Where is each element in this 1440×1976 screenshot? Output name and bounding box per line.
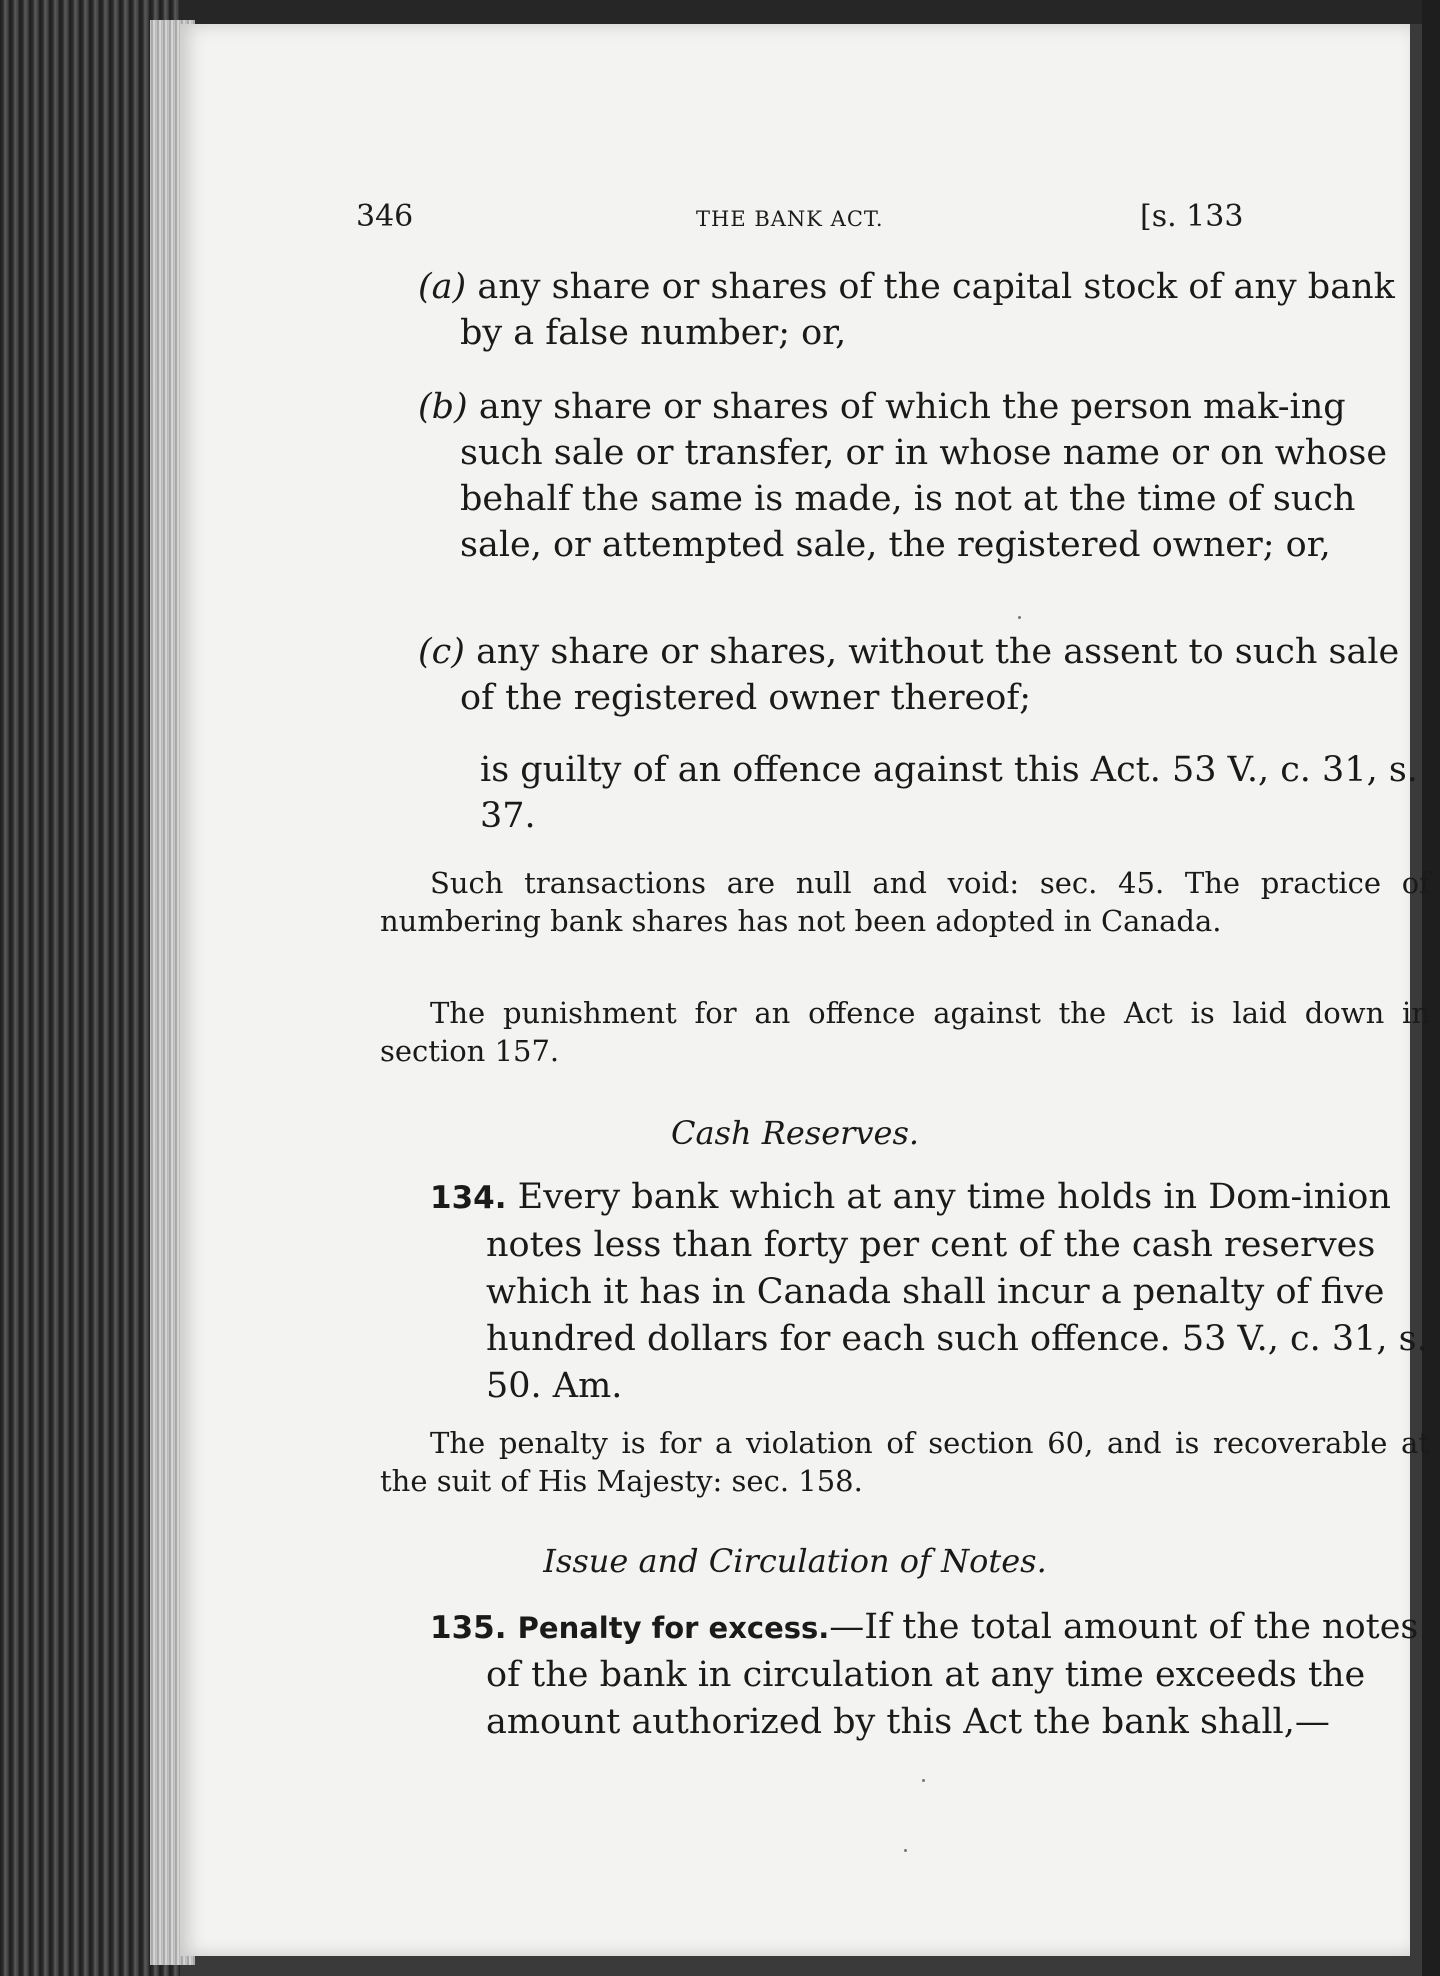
page-number: 346 — [356, 199, 414, 234]
section-side-heading: Penalty for excess. — [517, 1611, 830, 1645]
clause-marker: (c) — [418, 632, 465, 672]
clause-marker: (a) — [418, 267, 467, 307]
clause-a — [418, 264, 1418, 356]
annotation-paragraph — [380, 864, 1430, 940]
book-page — [180, 24, 1430, 1956]
section-heading-issue-circulation: Issue and Circulation of Notes. — [543, 1542, 1047, 1580]
clause-text: any share or shares, without the assent to such sale of the registered owner thereof; — [460, 632, 1400, 718]
section-134 — [430, 1174, 1435, 1410]
running-header — [180, 199, 1410, 249]
clause-marker: (b) — [418, 387, 468, 427]
running-title: THE BANK ACT. — [696, 207, 884, 231]
section-text: —If the total amount of the notes of the bank in circulation at any time exceeds the amount authorized by this Act the bank shall,— — [486, 1607, 1419, 1742]
annotation-text: The punishment for an offence against the Act is laid down in section 157. — [380, 996, 1430, 1068]
paper-speck — [1018, 616, 1021, 619]
annotation-text: The penalty is for a violation of section 60, and is recoverable at the suit of His Majesty: sec. 158. — [380, 1426, 1430, 1498]
annotation-paragraph — [380, 994, 1430, 1070]
paper-speck — [904, 1849, 907, 1852]
clause-text: any share or shares of the capital stock of any bank by a false number; or, — [460, 267, 1395, 353]
section-number: 135. — [430, 1610, 507, 1646]
section-reference: [s. 133 — [1140, 199, 1244, 234]
annotation-paragraph — [380, 1424, 1430, 1500]
paper-speck — [922, 1779, 925, 1782]
section-heading-cash-reserves: Cash Reserves. — [670, 1114, 920, 1152]
clause-c — [418, 629, 1418, 721]
section-135 — [430, 1604, 1435, 1746]
section-text: Every bank which at any time holds in Dom-inion notes less than forty per cent of the cash reserves which it has in Canada shall incur a penalty of five hundred dollars for each such offence. 53 V., c. 31, s. 50. Am. — [486, 1177, 1428, 1406]
section-number: 134. — [430, 1180, 507, 1216]
book-top-shadow — [0, 0, 1440, 24]
clause-text: any share or shares of which the person mak-ing such sale or transfer, or in whose name or on whose behalf the same is made, is not at the time of such sale, or attempted sale, the registered owner; or, — [460, 387, 1388, 565]
annotation-text: Such transactions are null and void: sec. 45. The practice of numbering bank shares has not been adopted in Canada. — [380, 866, 1430, 938]
clause-conclusion: is guilty of an offence against this Act. 53 V., c. 31, s. 37. — [480, 750, 1418, 836]
clause-b — [418, 384, 1418, 568]
